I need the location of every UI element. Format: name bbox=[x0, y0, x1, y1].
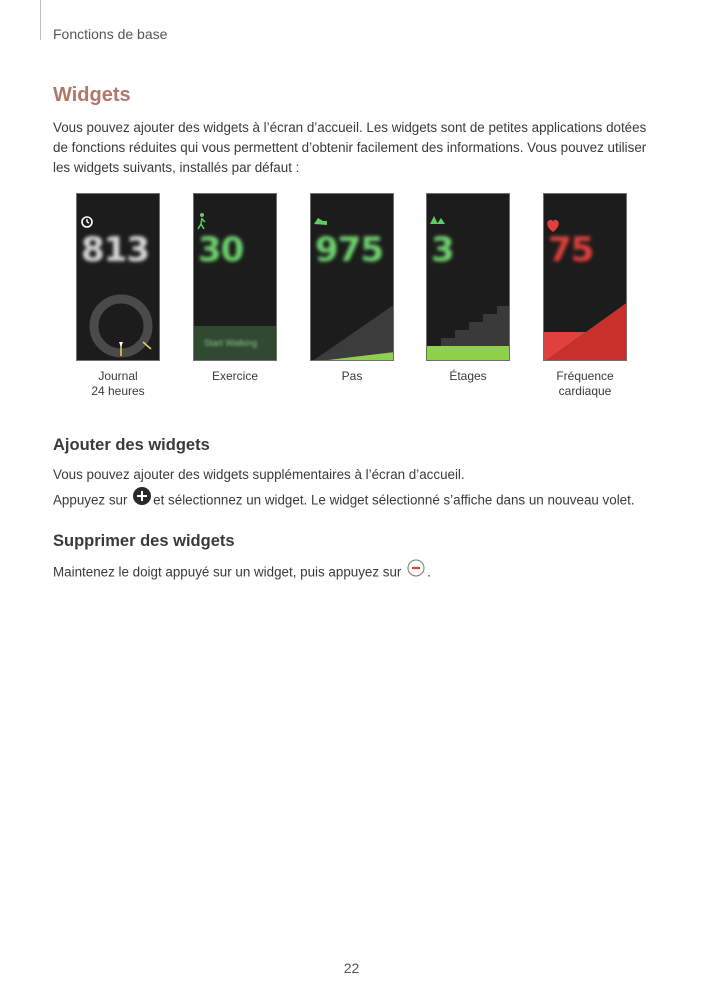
widget-value: 30 bbox=[198, 230, 244, 270]
widget-pas bbox=[294, 193, 410, 384]
remove-line-before: Maintenez le doigt appuyé sur un widget, puis appuyez sur bbox=[53, 564, 402, 580]
start-walking-label: Start Walking bbox=[204, 338, 258, 348]
widget-caption bbox=[527, 369, 643, 399]
shoe-icon bbox=[311, 194, 394, 361]
caption-line: Pas bbox=[341, 369, 363, 383]
widget-value: 813 bbox=[81, 230, 149, 270]
add-widgets-line1: Vous pouvez ajouter des widgets supplémentaires à l’écran d’accueil. bbox=[53, 467, 465, 482]
caption-line: Étages bbox=[449, 369, 487, 383]
heart-icon bbox=[544, 194, 627, 361]
widget-gallery bbox=[60, 193, 643, 408]
widget-value: 975 bbox=[315, 230, 383, 270]
header-rule bbox=[40, 0, 41, 40]
clock-icon bbox=[77, 194, 160, 361]
remove-widgets-line bbox=[53, 561, 431, 585]
caption-line: Journal bbox=[98, 369, 138, 383]
caption-line: 24 heures bbox=[91, 384, 145, 398]
widget-etages bbox=[410, 193, 526, 384]
widget-caption bbox=[177, 369, 293, 384]
caption-line: Fréquence bbox=[556, 369, 614, 383]
caption-line: cardiaque bbox=[558, 384, 612, 398]
add-line2-before: Appuyez sur bbox=[53, 492, 128, 508]
walking-icon bbox=[194, 194, 277, 361]
add-line2-after: et sélectionnez un widget. Le widget sélectionné s’affiche dans un nouveau volet. bbox=[153, 492, 635, 508]
widget-caption bbox=[410, 369, 526, 384]
widget-journal bbox=[60, 193, 176, 399]
widget-screen bbox=[310, 193, 394, 361]
add-widgets-title: Ajouter des widgets bbox=[53, 436, 210, 454]
widget-screen bbox=[543, 193, 627, 361]
caption-line: Exercice bbox=[211, 369, 258, 383]
remove-widgets-title: Supprimer des widgets bbox=[53, 532, 235, 550]
running-header: Fonctions de base bbox=[53, 26, 168, 42]
widget-screen bbox=[193, 193, 277, 361]
widget-frequence bbox=[527, 193, 643, 399]
section-title: Widgets bbox=[53, 84, 131, 106]
add-widgets-line2 bbox=[53, 489, 635, 513]
minus-circle-icon bbox=[407, 559, 425, 583]
widget-screen bbox=[76, 193, 160, 361]
plus-circle-icon bbox=[133, 487, 151, 511]
widget-screen bbox=[426, 193, 510, 361]
widget-value: 75 bbox=[548, 230, 594, 270]
widget-exercice bbox=[177, 193, 293, 384]
intro-paragraph: Vous pouvez ajouter des widgets à l’écran d’accueil. Les widgets sont de petites applications dotées de fonctions réduites qui vous permettent d’obtenir facilement des informations. Vous pouvez utiliser les widgets suivants, installés par défaut : bbox=[53, 120, 647, 175]
widget-caption bbox=[294, 369, 410, 384]
remove-line-after: . bbox=[427, 564, 431, 580]
widget-caption bbox=[60, 369, 176, 399]
stairs-icon bbox=[427, 194, 510, 361]
page-number: 22 bbox=[343, 960, 360, 976]
widget-value: 3 bbox=[431, 230, 454, 270]
